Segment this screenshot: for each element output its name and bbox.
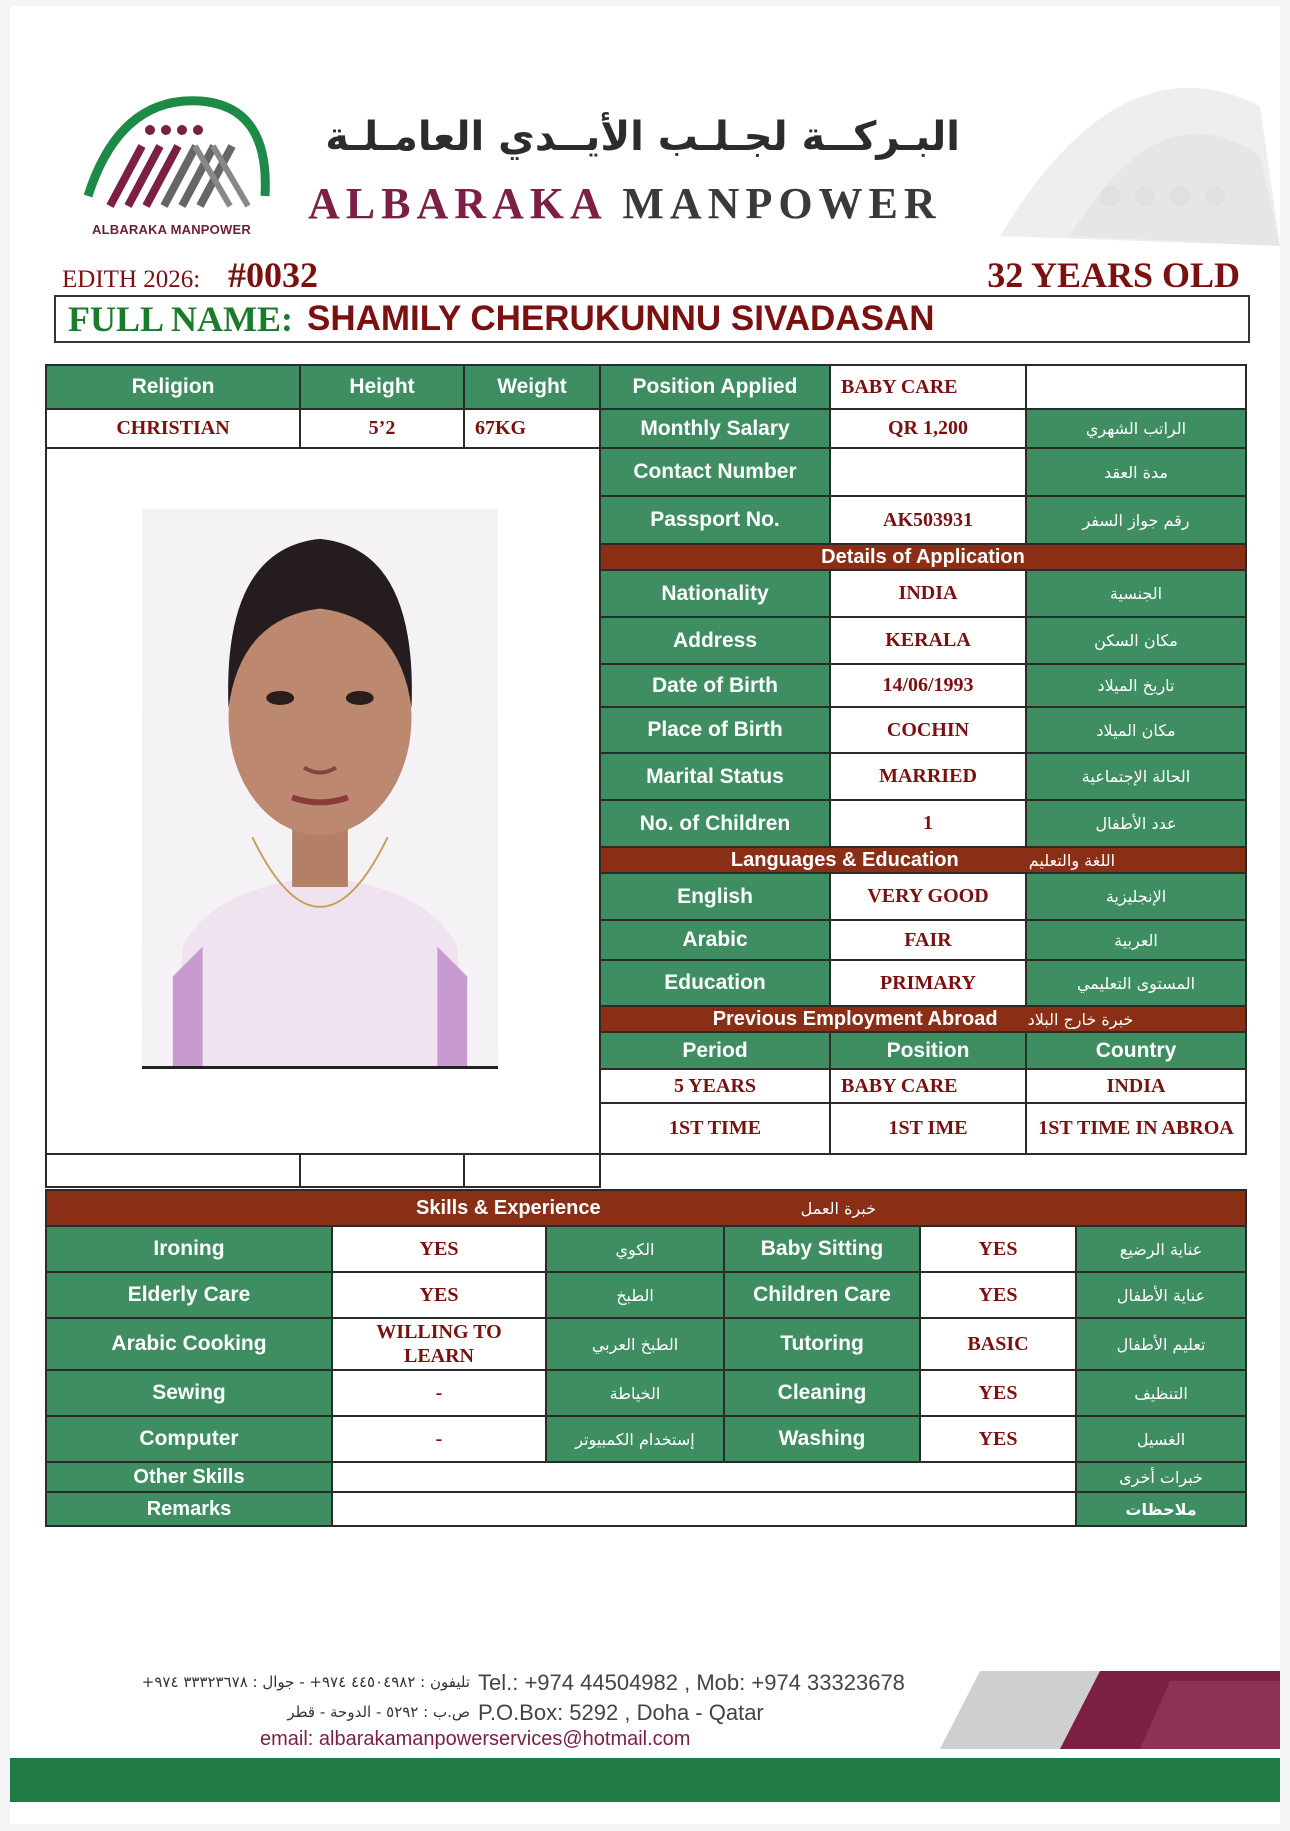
skill-arabic-cooking-label: Arabic Cooking — [46, 1318, 332, 1370]
height-value: 5’2 — [300, 409, 464, 448]
weight-header: Weight — [464, 365, 600, 409]
english-ar: الإنجليزية — [1026, 873, 1246, 920]
weight-value: 67KG — [464, 409, 600, 448]
main-details-table — [45, 364, 1247, 1188]
footer-phone: Tel.: +974 44504982 , Mob: +974 33323678 — [478, 1670, 905, 1695]
edition-label: EDITH 2026: — [62, 266, 201, 293]
skill-computer-ar: إستخدام الكمبيوتر — [546, 1416, 724, 1462]
english-value: VERY GOOD — [830, 873, 1026, 920]
employment-position-3 — [300, 1154, 464, 1187]
employment-period-2: 1ST TIME — [600, 1103, 830, 1154]
position-applied-label: Position Applied — [600, 365, 830, 409]
skills-heading-ar: خبرة العمل — [800, 1198, 877, 1218]
dob-label: Date of Birth — [600, 664, 830, 707]
employment-col-country: Country — [1026, 1032, 1246, 1069]
company-name-arabic: البـركــة لجـلـب الأيــدي العامـلـة — [325, 114, 960, 160]
skill-ironing-value: YES — [332, 1226, 546, 1272]
skill-washing-label: Washing — [724, 1416, 920, 1462]
footer-green-band — [10, 1758, 1280, 1802]
employment-position-1: BABY CARE — [830, 1069, 1026, 1103]
skill-sewing-label: Sewing — [46, 1370, 332, 1416]
arabic-label: Arabic — [600, 920, 830, 960]
position-applied-value: BABY CARE — [830, 365, 1026, 409]
full-name-box — [54, 295, 1250, 343]
skill-sewing-value: - — [332, 1370, 546, 1416]
employment-period-3 — [46, 1154, 300, 1187]
place-of-birth-value: COCHIN — [830, 707, 1026, 753]
languages-section-heading — [600, 847, 1246, 873]
arabic-value: FAIR — [830, 920, 1026, 960]
candidate-photo — [142, 509, 498, 1069]
skill-ironing-ar: الكوي — [546, 1226, 724, 1272]
skill-ironing-label: Ironing — [46, 1226, 332, 1272]
skill-computer-value: - — [332, 1416, 546, 1462]
contact-number-ar: مدة العقد — [1026, 448, 1246, 496]
address-label: Address — [600, 617, 830, 664]
height-header: Height — [300, 365, 464, 409]
remarks-value — [332, 1492, 1076, 1526]
footer-arabic-address: ص.ب : ٥٢٩٢ - الدوحة - قطر — [287, 1703, 470, 1721]
reference-number: #0032 — [228, 255, 318, 295]
skill-children-care-value: YES — [920, 1272, 1076, 1318]
employment-heading-ar: خبرة خارج البلاد — [1027, 1009, 1134, 1029]
nationality-value: INDIA — [830, 570, 1026, 617]
passport-label: Passport No. — [600, 496, 830, 544]
place-of-birth-label: Place of Birth — [600, 707, 830, 753]
skill-washing-value: YES — [920, 1416, 1076, 1462]
education-label: Education — [600, 960, 830, 1006]
skills-heading-en: Skills & Experience — [416, 1196, 601, 1219]
application-section-heading: Details of Application — [600, 544, 1246, 570]
skill-elderly-care-label: Elderly Care — [46, 1272, 332, 1318]
address-value: KERALA — [830, 617, 1026, 664]
footer-email[interactable]: email: albarakamanpowerservices@hotmail.com — [260, 1728, 691, 1750]
employment-section-heading — [600, 1006, 1246, 1032]
skill-cleaning-ar: التنظيف — [1076, 1370, 1246, 1416]
employment-position-2: 1ST IME — [830, 1103, 1026, 1154]
passport-value: AK503931 — [830, 496, 1026, 544]
footer-decoration — [940, 1671, 1280, 1749]
dob-ar: تاريخ الميلاد — [1026, 664, 1246, 707]
employment-country-3 — [464, 1154, 600, 1187]
contact-number-label: Contact Number — [600, 448, 830, 496]
company-name-part1: ALBARAKA — [308, 179, 606, 228]
monthly-salary-label: Monthly Salary — [600, 409, 830, 448]
watermark-graphic — [960, 46, 1280, 246]
full-name-value: SHAMILY CHERUKUNNU SIVADASAN — [307, 299, 935, 338]
skill-baby-sitting-value: YES — [920, 1226, 1076, 1272]
skill-baby-sitting-label: Baby Sitting — [724, 1226, 920, 1272]
skill-baby-sitting-ar: عناية الرضيع — [1076, 1226, 1246, 1272]
skill-tutoring-value: BASIC — [920, 1318, 1076, 1370]
employment-country-1: INDIA — [1026, 1069, 1246, 1103]
footer-arabic-phone: تليفون : ٤٤٥٠٤٩٨٢ ٩٧٤+ - جوال : ٣٣٣٢٣٦٧٨ ٩٧٤+ — [141, 1673, 470, 1691]
education-value: PRIMARY — [830, 960, 1026, 1006]
employment-country-2: 1ST TIME IN ABROA — [1026, 1103, 1246, 1154]
languages-heading-ar: اللغة والتعليم — [1028, 850, 1116, 870]
place-of-birth-ar: مكان الميلاد — [1026, 707, 1246, 753]
remarks-label: Remarks — [46, 1492, 332, 1526]
skill-cleaning-value: YES — [920, 1370, 1076, 1416]
languages-heading-en: Languages & Education — [730, 848, 959, 871]
passport-ar: رقم جواز السفر — [1026, 496, 1246, 544]
cv-page — [10, 6, 1280, 1824]
photo-cell — [46, 448, 600, 1154]
marital-status-label: Marital Status — [600, 753, 830, 800]
position-applied-ar — [1026, 365, 1246, 409]
dob-value: 14/06/1993 — [830, 664, 1026, 707]
skill-children-care-label: Children Care — [724, 1272, 920, 1318]
skill-washing-ar: الغسيل — [1076, 1416, 1246, 1462]
other-skills-ar: خبرات أخرى — [1076, 1462, 1246, 1492]
employment-heading-en: Previous Employment Abroad — [712, 1007, 998, 1030]
footer-pobox: P.O.Box: 5292 , Doha - Qatar — [478, 1700, 764, 1725]
skill-elderly-care-value: YES — [332, 1272, 546, 1318]
marital-status-ar: الحالة الإجتماعية — [1026, 753, 1246, 800]
children-label: No. of Children — [600, 800, 830, 847]
skill-arabic-cooking-value: WILLING TO LEARN — [332, 1318, 546, 1370]
company-name-part2: MANPOWER — [622, 179, 942, 228]
skill-children-care-ar: عناية الأطفال — [1076, 1272, 1246, 1318]
children-value: 1 — [830, 800, 1026, 847]
other-skills-label: Other Skills — [46, 1462, 332, 1492]
arabic-ar: العربية — [1026, 920, 1246, 960]
skill-elderly-care-ar: الطبخ — [546, 1272, 724, 1318]
monthly-salary-value: QR 1,200 — [830, 409, 1026, 448]
religion-value: CHRISTIAN — [46, 409, 300, 448]
address-ar: مكان السكن — [1026, 617, 1246, 664]
logo-caption: ALBARAKA MANPOWER — [92, 222, 251, 237]
children-ar: عدد الأطفال — [1026, 800, 1246, 847]
age-label: 32 YEARS OLD — [987, 255, 1240, 295]
english-label: English — [600, 873, 830, 920]
monthly-salary-ar: الراتب الشهري — [1026, 409, 1246, 448]
company-name-english — [308, 178, 942, 229]
full-name-label: FULL NAME: — [68, 299, 293, 339]
footer-bottom-margin — [10, 1802, 1280, 1824]
marital-status-value: MARRIED — [830, 753, 1026, 800]
nationality-ar: الجنسية — [1026, 570, 1246, 617]
nationality-label: Nationality — [600, 570, 830, 617]
skills-table — [45, 1189, 1247, 1527]
other-skills-value — [332, 1462, 1076, 1492]
skills-section-heading — [46, 1190, 1246, 1226]
remarks-ar: ملاحظات — [1076, 1492, 1246, 1526]
employment-col-period: Period — [600, 1032, 830, 1069]
contact-number-value — [830, 448, 1026, 496]
skill-sewing-ar: الخياطة — [546, 1370, 724, 1416]
skill-tutoring-label: Tutoring — [724, 1318, 920, 1370]
skill-computer-label: Computer — [46, 1416, 332, 1462]
employment-col-position: Position — [830, 1032, 1026, 1069]
education-ar: المستوى التعليمي — [1026, 960, 1246, 1006]
religion-header: Religion — [46, 365, 300, 409]
skill-arabic-cooking-ar: الطبخ العربي — [546, 1318, 724, 1370]
skill-tutoring-ar: تعليم الأطفال — [1076, 1318, 1246, 1370]
skill-cleaning-label: Cleaning — [724, 1370, 920, 1416]
employment-period-1: 5 YEARS — [600, 1069, 830, 1103]
